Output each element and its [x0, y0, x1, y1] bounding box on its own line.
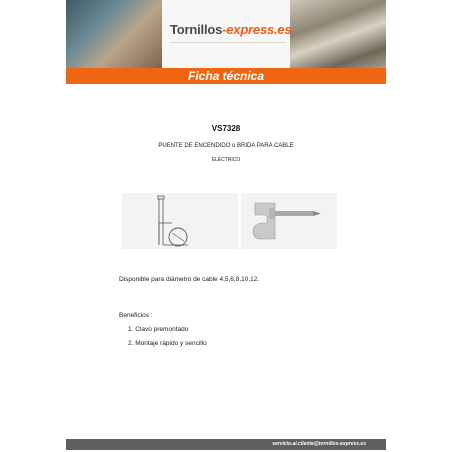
product-photo: [241, 193, 337, 249]
brand-accent-text: -express.es: [222, 22, 292, 37]
header-banner: [66, 0, 386, 68]
page-title-bar: [66, 68, 386, 84]
logo-underline: [170, 42, 286, 43]
product-name: PUENTE DE ENCENDIDO o BRIDA PARA CABLE: [158, 143, 294, 149]
benefits-list: [128, 326, 207, 354]
footer-bar: [66, 439, 386, 450]
contact-email-link[interactable]: servicio.al.cliente@tornillos-express.es: [272, 441, 366, 447]
brand-logo: [170, 22, 291, 37]
page-title: Ficha técnica: [187, 69, 265, 83]
benefit-item: 1. Clavo premontado: [128, 326, 189, 333]
screws-photo: [290, 0, 386, 68]
tools-photo: [66, 0, 162, 68]
product-code: VS7328: [211, 124, 241, 133]
benefit-item: 2. Montaje rápido y sencillo: [128, 340, 207, 347]
brand-main-text: Tornillos: [170, 22, 223, 37]
spec-sheet-page: [66, 0, 386, 452]
benefits-heading: Beneficios :: [119, 312, 153, 319]
product-type: ELÉCTRICO: [211, 157, 241, 163]
technical-drawing: [122, 193, 238, 249]
availability-text: Disponible para diámetro de cable 4,5,6,8,10,12.: [119, 276, 260, 283]
